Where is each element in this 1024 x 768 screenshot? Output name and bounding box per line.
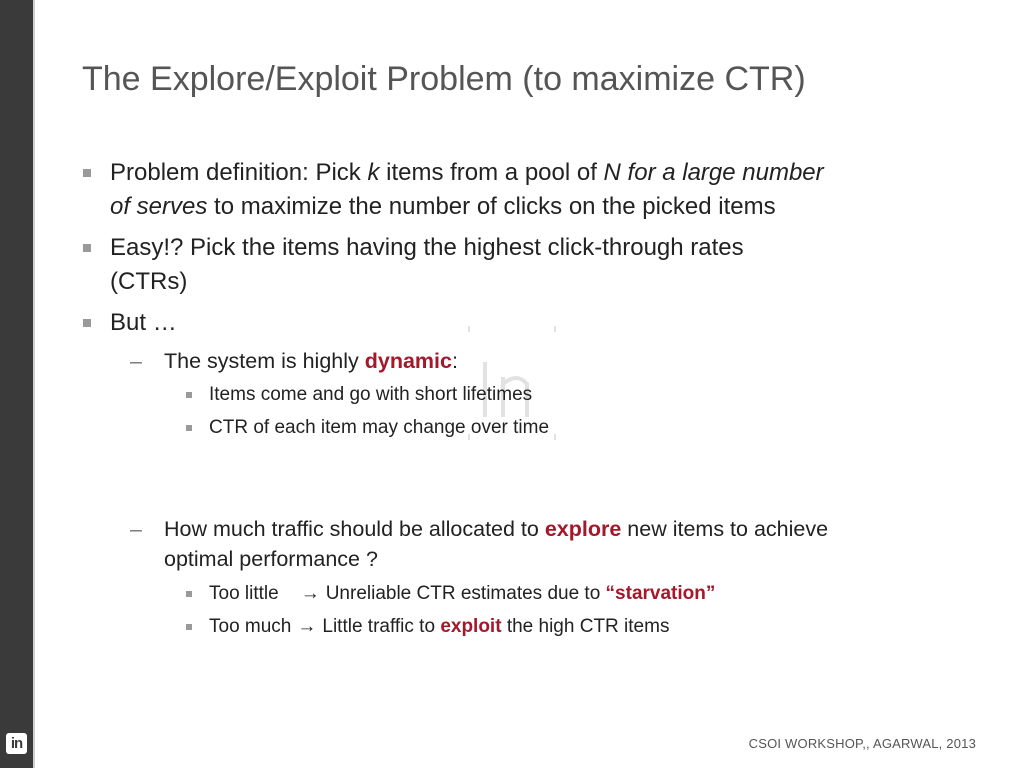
- bullet-marker: [186, 624, 192, 630]
- text: The system is highly: [164, 349, 365, 373]
- highlight-dynamic: dynamic: [364, 349, 452, 373]
- linkedin-icon: in: [6, 733, 27, 754]
- text: to maximize the number of clicks on the picked items: [207, 193, 776, 220]
- bullet-easy: [110, 231, 970, 299]
- arrow-right-icon: →: [297, 616, 317, 637]
- dash-marker: –: [130, 517, 142, 541]
- footer-credit: CSOI WORKSHOP,, AGARWAL, 2013: [748, 736, 976, 751]
- text: (CTRs): [110, 268, 188, 295]
- sidebar-divider: [33, 0, 35, 768]
- text: optimal performance ?: [164, 547, 378, 571]
- bullet-marker: [83, 169, 91, 177]
- text: But …: [110, 309, 177, 336]
- bullet-marker: [83, 244, 91, 252]
- text: :: [451, 349, 458, 373]
- text: Too much: [209, 616, 292, 637]
- highlight-starvation: “starvation”: [605, 583, 716, 604]
- n-phrase: N for a large number: [603, 159, 824, 186]
- bullet-marker: [186, 591, 192, 597]
- sub-bullet-dynamic: [130, 346, 964, 376]
- text: Too little: [209, 583, 279, 604]
- text: new items to achieve: [621, 517, 829, 541]
- bullet-marker: [83, 319, 91, 327]
- text: CTR of each item may change over time: [209, 417, 550, 438]
- left-sidebar-bar: [0, 0, 33, 768]
- sub-sub-bullet-too-much: [209, 614, 669, 640]
- text: Items come and go with short lifetimes: [209, 384, 533, 405]
- arrow-right-icon: →: [300, 583, 320, 604]
- sub-bullet-explore: [130, 514, 964, 574]
- text: items from a pool of: [379, 159, 604, 186]
- text: How much traffic should be allocated to: [164, 517, 545, 541]
- text: Easy!? Pick the items having the highest click-through rates: [110, 234, 744, 261]
- text: Problem definition: Pick: [110, 159, 368, 186]
- bullet-but: [110, 306, 970, 340]
- serves-phrase: of serves: [110, 193, 208, 220]
- highlight-exploit: exploit: [440, 616, 502, 637]
- dash-marker: –: [130, 349, 142, 373]
- text: the high CTR items: [501, 616, 670, 637]
- bullet-problem-definition: [110, 156, 970, 224]
- sub-sub-bullet: [209, 382, 532, 408]
- slide-title: The Explore/Exploit Problem (to maximize CTR): [82, 60, 806, 98]
- sub-sub-bullet: [209, 415, 549, 441]
- bullet-marker: [186, 425, 192, 431]
- k-variable: k: [367, 159, 380, 186]
- text: Unreliable CTR estimates due to: [325, 583, 606, 604]
- bullet-marker: [186, 392, 192, 398]
- sub-sub-bullet-too-little: [209, 581, 715, 607]
- highlight-explore: explore: [544, 517, 622, 541]
- text: Little traffic to: [322, 616, 441, 637]
